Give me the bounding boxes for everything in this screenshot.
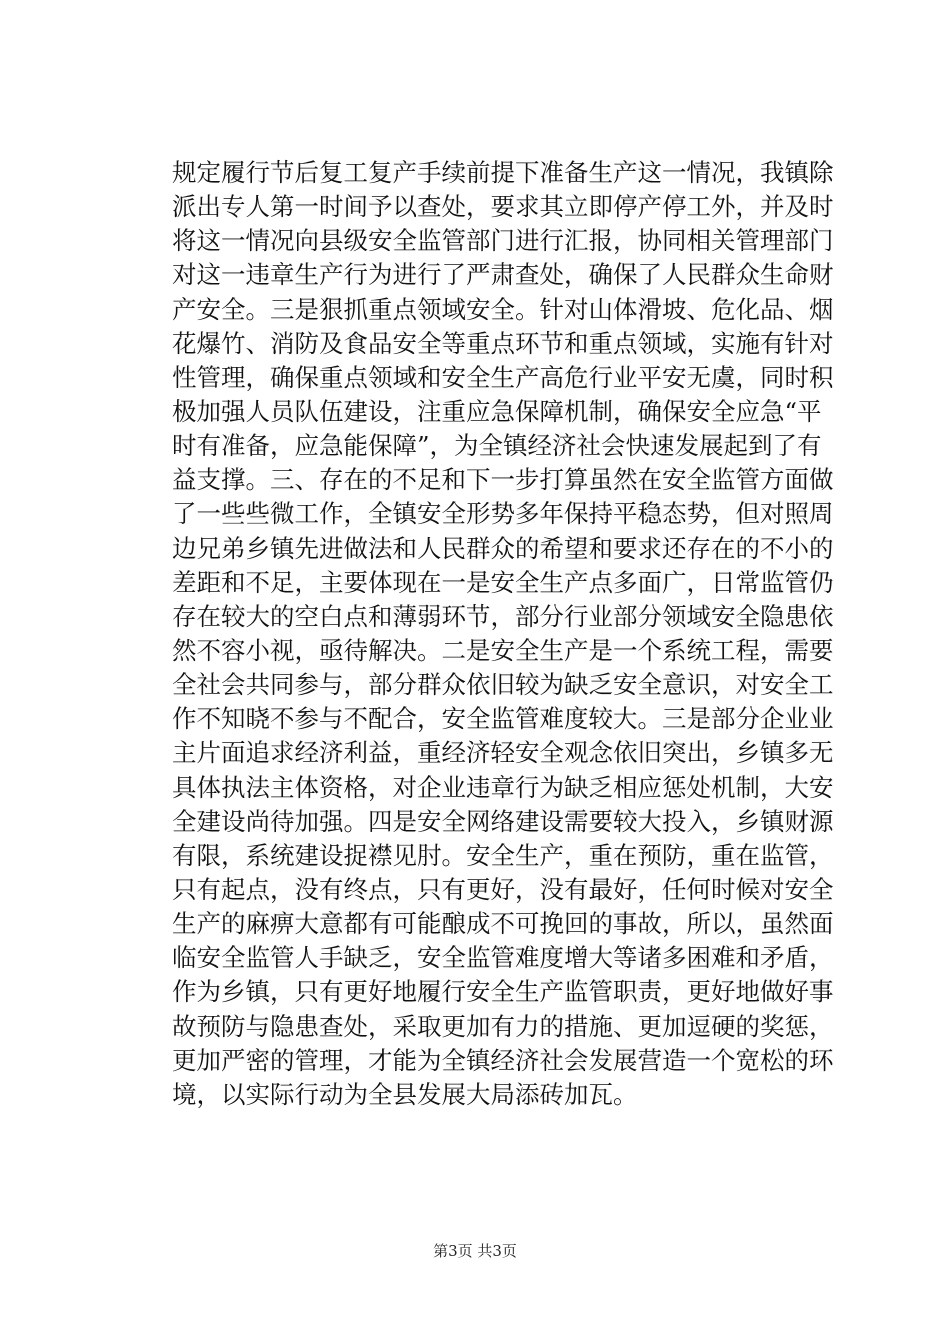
text-line: 花爆竹、消防及食品安全等重点环节和重点领域，实施有针对	[172, 328, 834, 358]
text-line: 故预防与隐患查处，采取更加有力的措施、更加逗硬的奖惩，	[172, 1011, 834, 1041]
body-paragraph	[172, 156, 834, 1112]
page-number-footer: 第3页 共3页	[433, 1242, 517, 1260]
text-line: 作不知晓不参与不配合，安全监管难度较大。三是部分企业业	[172, 704, 834, 734]
text-line: 只有起点，没有终点，只有更好，没有最好，任何时候对安全	[172, 874, 834, 904]
text-line: 性管理，确保重点领域和安全生产高危行业平安无虞，同时积	[172, 362, 834, 392]
text-line: 更加严密的管理，才能为全镇经济社会发展营造一个宽松的环	[172, 1045, 834, 1075]
text-line: 对这一违章生产行为进行了严肃查处，确保了人民群众生命财	[172, 260, 834, 290]
text-line: 作为乡镇，只有更好地履行安全生产监管职责，更好地做好事	[172, 977, 834, 1007]
text-line: 时有准备，应急能保障”，为全镇经济社会快速发展起到了有	[172, 431, 822, 461]
text-line: 然不容小视，亟待解决。二是安全生产是一个系统工程，需要	[172, 635, 834, 665]
text-line: 产安全。三是狠抓重点领域安全。针对山体滑坡、危化品、烟	[172, 294, 834, 324]
text-line: 派出专人第一时间予以查处，要求其立即停产停工外，并及时	[172, 192, 834, 222]
text-line: 将这一情况向县级安全监管部门进行汇报，协同相关管理部门	[172, 226, 834, 256]
text-line: 益支撑。三、存在的不足和下一步打算虽然在安全监管方面做	[172, 465, 834, 495]
text-line: 了一些些微工作，全镇安全形势多年保持平稳态势，但对照周	[172, 499, 834, 529]
text-line: 有限，系统建设捉襟见肘。安全生产，重在预防，重在监管，	[172, 840, 834, 870]
text-line: 主片面追求经济利益，重经济轻安全观念依旧突出，乡镇多无	[172, 738, 834, 768]
text-line: 规定履行节后复工复产手续前提下准备生产这一情况，我镇除	[172, 158, 834, 187]
text-line: 存在较大的空白点和薄弱环节，部分行业部分领域安全隐患依	[172, 601, 834, 631]
text-line: 全社会共同参与，部分群众依旧较为缺乏安全意识，对安全工	[172, 670, 834, 700]
text-line: 具体执法主体资格，对企业违章行为缺乏相应惩处机制，大安	[172, 772, 834, 802]
text-line: 临安全监管人手缺乏，安全监管难度增大等诸多困难和矛盾，	[172, 943, 834, 973]
text-line: 差距和不足，主要体现在一是安全生产点多面广，日常监管仍	[172, 567, 834, 597]
text-line: 境，以实际行动为全县发展大局添砖加瓦。	[172, 1079, 638, 1109]
text-line: 极加强人员队伍建设，注重应急保障机制，确保安全应急“平	[172, 396, 822, 426]
text-line: 生产的麻痹大意都有可能酿成不可挽回的事故，所以，虽然面	[172, 909, 834, 939]
text-line: 边兄弟乡镇先进做法和人民群众的希望和要求还存在的不小的	[172, 533, 834, 563]
text-line: 全建设尚待加强。四是安全网络建设需要较大投入，乡镇财源	[172, 806, 834, 836]
